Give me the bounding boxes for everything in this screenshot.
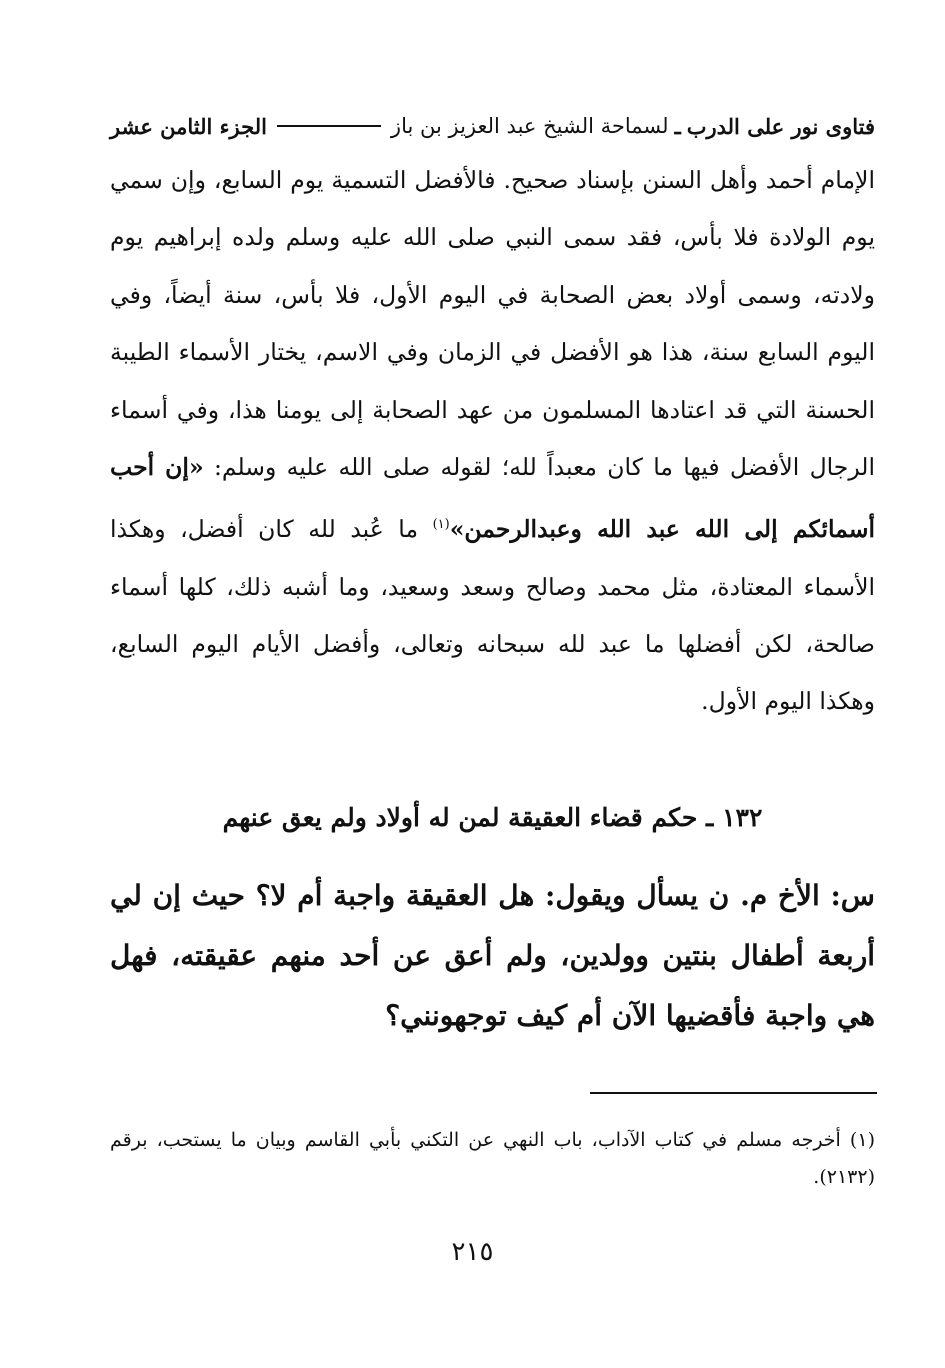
book-title: فتاوى نور على الدرب [686, 113, 875, 139]
footnotes [110, 1122, 875, 1196]
header-dash: ـ [674, 113, 681, 139]
body-text [110, 152, 875, 731]
running-header [110, 108, 875, 144]
running-header-left [391, 114, 875, 139]
author-name: لسماحة الشيخ عبد العزيز بن باز [390, 114, 669, 138]
question-paragraph: س: الأخ م. ن يسأل ويقول: هل العقيقة واجبة أم لا؟ حيث إن لي أربعة أطفال بنتين وولدين، ولم أعق عن أحد منهم عقيقته، فهل هي واجبة فأقضيها الآن أم كيف توجهونني؟ [110, 879, 875, 1032]
paragraph-text-after-hadith: ما عُبد لله كان أفضل، وهكذا الأسماء المعتادة، مثل محمد وصالح وسعد وسعيد، وما أشبه ذلك، كلها أسماء صالحة، لكن أفضلها ما عبد لله سبحانه وتعالى، وأفضل الأيام اليوم السابع، وهكذا اليوم الأول. [110, 515, 875, 716]
hadith-quote: «إن أحب أسمائكم إلى الله عبد الله وعبدالرحمن» [110, 453, 875, 544]
section-heading: ١٣٢ ـ حكم قضاء العقيقة لمن له أولاد ولم يعق عنهم [222, 803, 763, 832]
volume-label: الجزء الثامن عشر [110, 113, 267, 139]
question-text [110, 866, 875, 1046]
header-rule [277, 125, 381, 127]
footnote-reference[interactable]: (١) [432, 517, 450, 533]
footnote: (١) أخرجه مسلم في كتاب الآداب، باب النهي عن التكني بأبي القاسم وبيان ما يستحب، برقم (٢١٣٢). [110, 1129, 875, 1188]
paragraph [110, 152, 875, 731]
footnote-separator [590, 1092, 877, 1094]
page-number: ٢١٥ [451, 1237, 494, 1267]
paragraph-text-before-hadith: الإمام أحمد وأهل السنن بإسناد صحيح. فالأفضل التسمية يوم السابع، وإن سمي يوم الولادة فلا بأس، فقد سمى النبي صلى الله عليه وسلم ولده إبراهيم يوم ولادته، وسمى أولاد بعض الصحابة في اليوم الأول، فلا بأس، سنة أيضاً، وفي اليوم السابع سنة، هذا هو الأفضل في الزمان وفي الاسم، يختار الأسماء الطيبة الحسنة التي قد اعتادها المسلمون من عهد الصحابة إلى يومنا هذا، وفي أسماء الرجال الأفضل فيها ما كان معبداً لله؛ لقوله صلى الله عليه وسلم: [110, 166, 875, 482]
